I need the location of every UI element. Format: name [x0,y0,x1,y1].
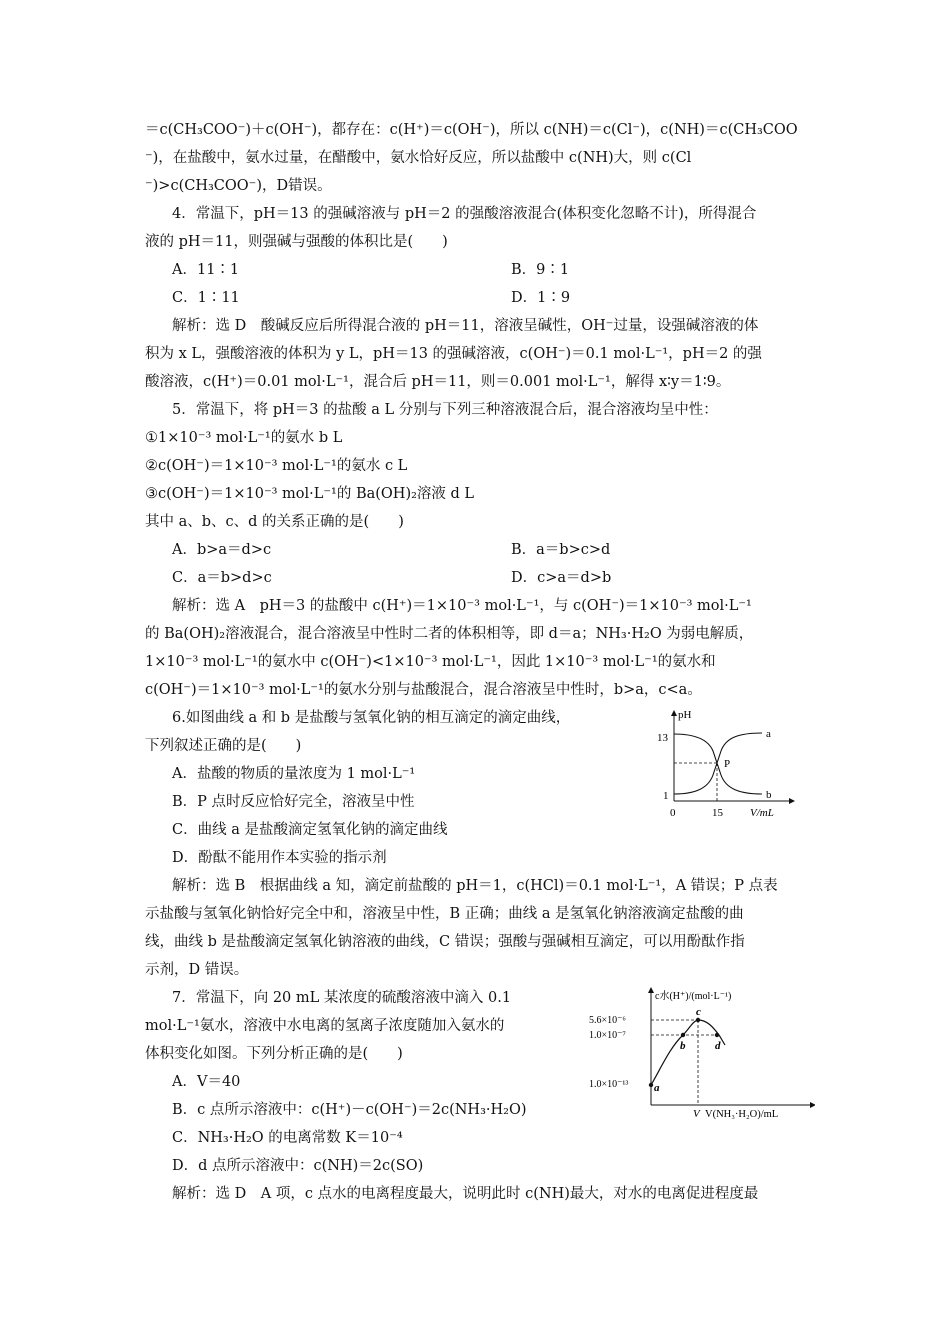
option-a: A．V＝40 [172,1074,241,1090]
answer-7: 解析：选 D A 项，c 点水的电离程度最大，说明此时 c(NH)最大，对水的电离促进程度最 [172,1186,759,1202]
option-a: A．11∶1 [172,262,240,278]
question-5-stem: 其中 a、b、c、d 的关系正确的是( ) [145,514,404,530]
y-tick: 5.6×10⁻⁶ [589,1015,626,1026]
question-4-stem: 液的 pH＝11，则强碱与强酸的体积比是( ) [145,234,448,250]
question-5-item: ③c(OH⁻)＝1×10⁻³ mol·L⁻¹的 Ba(OH)₂溶液 d L [145,486,475,502]
data-curve [651,1020,725,1085]
point-b [681,1033,685,1037]
y-tick-1: 1 [663,790,669,802]
answer-5: 的 Ba(OH)₂溶液混合，混合溶液呈中性时二者的体积相等，即 d＝a；NH₃·H₂O 为弱电解质， [145,626,754,642]
point-a [649,1083,653,1087]
option-a: A．盐酸的物质的量浓度为 1 mol·L⁻¹ [172,766,416,782]
point-c-label: c [696,1006,701,1018]
text-line: ⁻)>c(CH₃COO⁻)，D错误。 [145,178,332,194]
point-p-label: P [724,758,731,770]
option-c: C．NH₃·H₂O 的电离常数 K＝10⁻⁴ [172,1130,403,1146]
point-d-label: d [715,1040,721,1052]
y-axis-label: c水(H⁺)/(mol·L⁻¹) [655,991,732,1002]
answer-5: c(OH⁻)＝1×10⁻³ mol·L⁻¹的氨水分别与盐酸混合，混合溶液呈中性时，b>a，c<a。 [145,682,702,698]
answer-5: 解析：选 A pH＝3 的盐酸中 c(H⁺)＝1×10⁻³ mol·L⁻¹，与 c(OH⁻)＝1×10⁻³ mol·L⁻¹ [172,598,752,614]
option-d: D．c>a＝d>b [511,570,612,586]
option-c: C．1∶11 [172,290,240,306]
y-tick-13: 13 [657,732,668,744]
question-7-stem: 体积变化如图。下列分析正确的是( ) [145,1046,403,1062]
answer-4: 酸溶液，c(H⁺)＝0.01 mol·L⁻¹，混合后 pH＝11，则＝0.001 mol·L⁻¹，解得 x∶y＝1∶9。 [145,374,731,390]
y-tick: 1.0×10⁻¹³ [589,1079,629,1090]
answer-6: 示盐酸与氢氧化钠恰好完全中和，溶液呈中性，B 正确；曲线 a 是氢氧化钠溶液滴定盐酸的曲 [145,906,744,922]
question-6-stem: 下列叙述正确的是( ) [145,738,302,754]
answer-4: 积为 x L，强酸溶液的体积为 y L，pH＝13 的强碱溶液，c(OH⁻)＝0.1 mol·L⁻¹，pH＝2 的强 [145,346,762,362]
x-axis-label: V/mL [750,807,774,819]
option-d: D．酚酞不能用作本实验的指示剂 [172,850,387,866]
answer-6: 解析：选 B 根据曲线 a 知，滴定前盐酸的 pH＝1，c(HCl)＝0.1 mol·L⁻¹，A 错误；P 点表 [172,878,778,894]
answer-5: 1×10⁻³ mol·L⁻¹的氨水中 c(OH⁻)<1×10⁻³ mol·L⁻¹，因此 1×10⁻³ mol·L⁻¹的氨水和 [145,654,716,670]
point-a-label: a [654,1082,660,1094]
curve-a [674,733,762,794]
option-d: D．d 点所示溶液中：c(NH)＝2c(SO) [172,1158,424,1174]
question-7-stem: mol·L⁻¹氨水，溶液中水电离的氢离子浓度随加入氨水的 [145,1018,505,1034]
answer-6: 示剂，D 错误。 [145,962,249,978]
answer-6: 线，曲线 b 是盐酸滴定氢氧化钠溶液的曲线，C 错误；强酸与强碱相互滴定，可以用酚酞作指 [145,934,745,950]
water-ionization-figure [585,985,815,1120]
x-tick-v: V [693,1108,700,1120]
curve-a-label: a [766,728,771,740]
point-d [715,1033,719,1037]
question-4-stem: 4．常温下，pH＝13 的强碱溶液与 pH＝2 的强酸溶液混合(体积变化忽略不计)，所得混合 [172,206,757,222]
option-b: B．c 点所示溶液中：c(H⁺)－c(OH⁻)＝2c(NH₃·H₂O) [172,1102,527,1118]
option-d: D．1∶9 [511,290,571,306]
question-7-stem: 7．常温下，向 20 mL 某浓度的硫酸溶液中滴入 0.1 [172,990,512,1006]
option-b: B．P 点时反应恰好完全，溶液呈中性 [172,794,415,810]
option-b: B．a＝b>c>d [511,542,611,558]
curve-b-label: b [766,789,772,801]
x-axis-label: V(NH₃·H₂O)/mL [705,1109,779,1120]
answer-4: 解析：选 D 酸碱反应后所得混合液的 pH＝11，溶液呈碱性，OH⁻过量，设强碱溶液的体 [172,318,759,334]
point-c [696,1018,700,1022]
titration-curve-figure [652,705,802,827]
y-axis-label: pH [678,709,692,721]
question-5-item: ②c(OH⁻)＝1×10⁻³ mol·L⁻¹的氨水 c L [145,458,408,474]
option-c: C．曲线 a 是盐酸滴定氢氧化钠的滴定曲线 [172,822,448,838]
x-tick-0: 0 [670,807,676,819]
question-6-stem: 6.如图曲线 a 和 b 是盐酸与氢氧化钠的相互滴定的滴定曲线， [172,710,571,726]
point-b-label: b [680,1040,686,1052]
text-line: ⁻)，在盐酸中，氨水过量，在醋酸中，氨水恰好反应，所以盐酸中 c(NH)大，则 c(Cl [145,150,692,166]
option-c: C．a＝b>d>c [172,570,272,586]
x-tick-15: 15 [712,807,723,819]
curve-b [674,734,762,794]
option-b: B．9∶1 [511,262,570,278]
y-tick: 1.0×10⁻⁷ [589,1030,626,1041]
option-a: A．b>a＝d>c [172,542,272,558]
question-5-item: ①1×10⁻³ mol·L⁻¹的氨水 b L [145,430,343,446]
question-5-stem: 5．常温下，将 pH＝3 的盐酸 a L 分别与下列三种溶液混合后，混合溶液均呈中性： [172,402,718,418]
text-line: ＝c(CH₃COO⁻)＋c(OH⁻)，都存在：c(H⁺)＝c(OH⁻)，所以 c(NH)＝c(Cl⁻)，c(NH)＝c(CH₃COO [145,122,798,138]
